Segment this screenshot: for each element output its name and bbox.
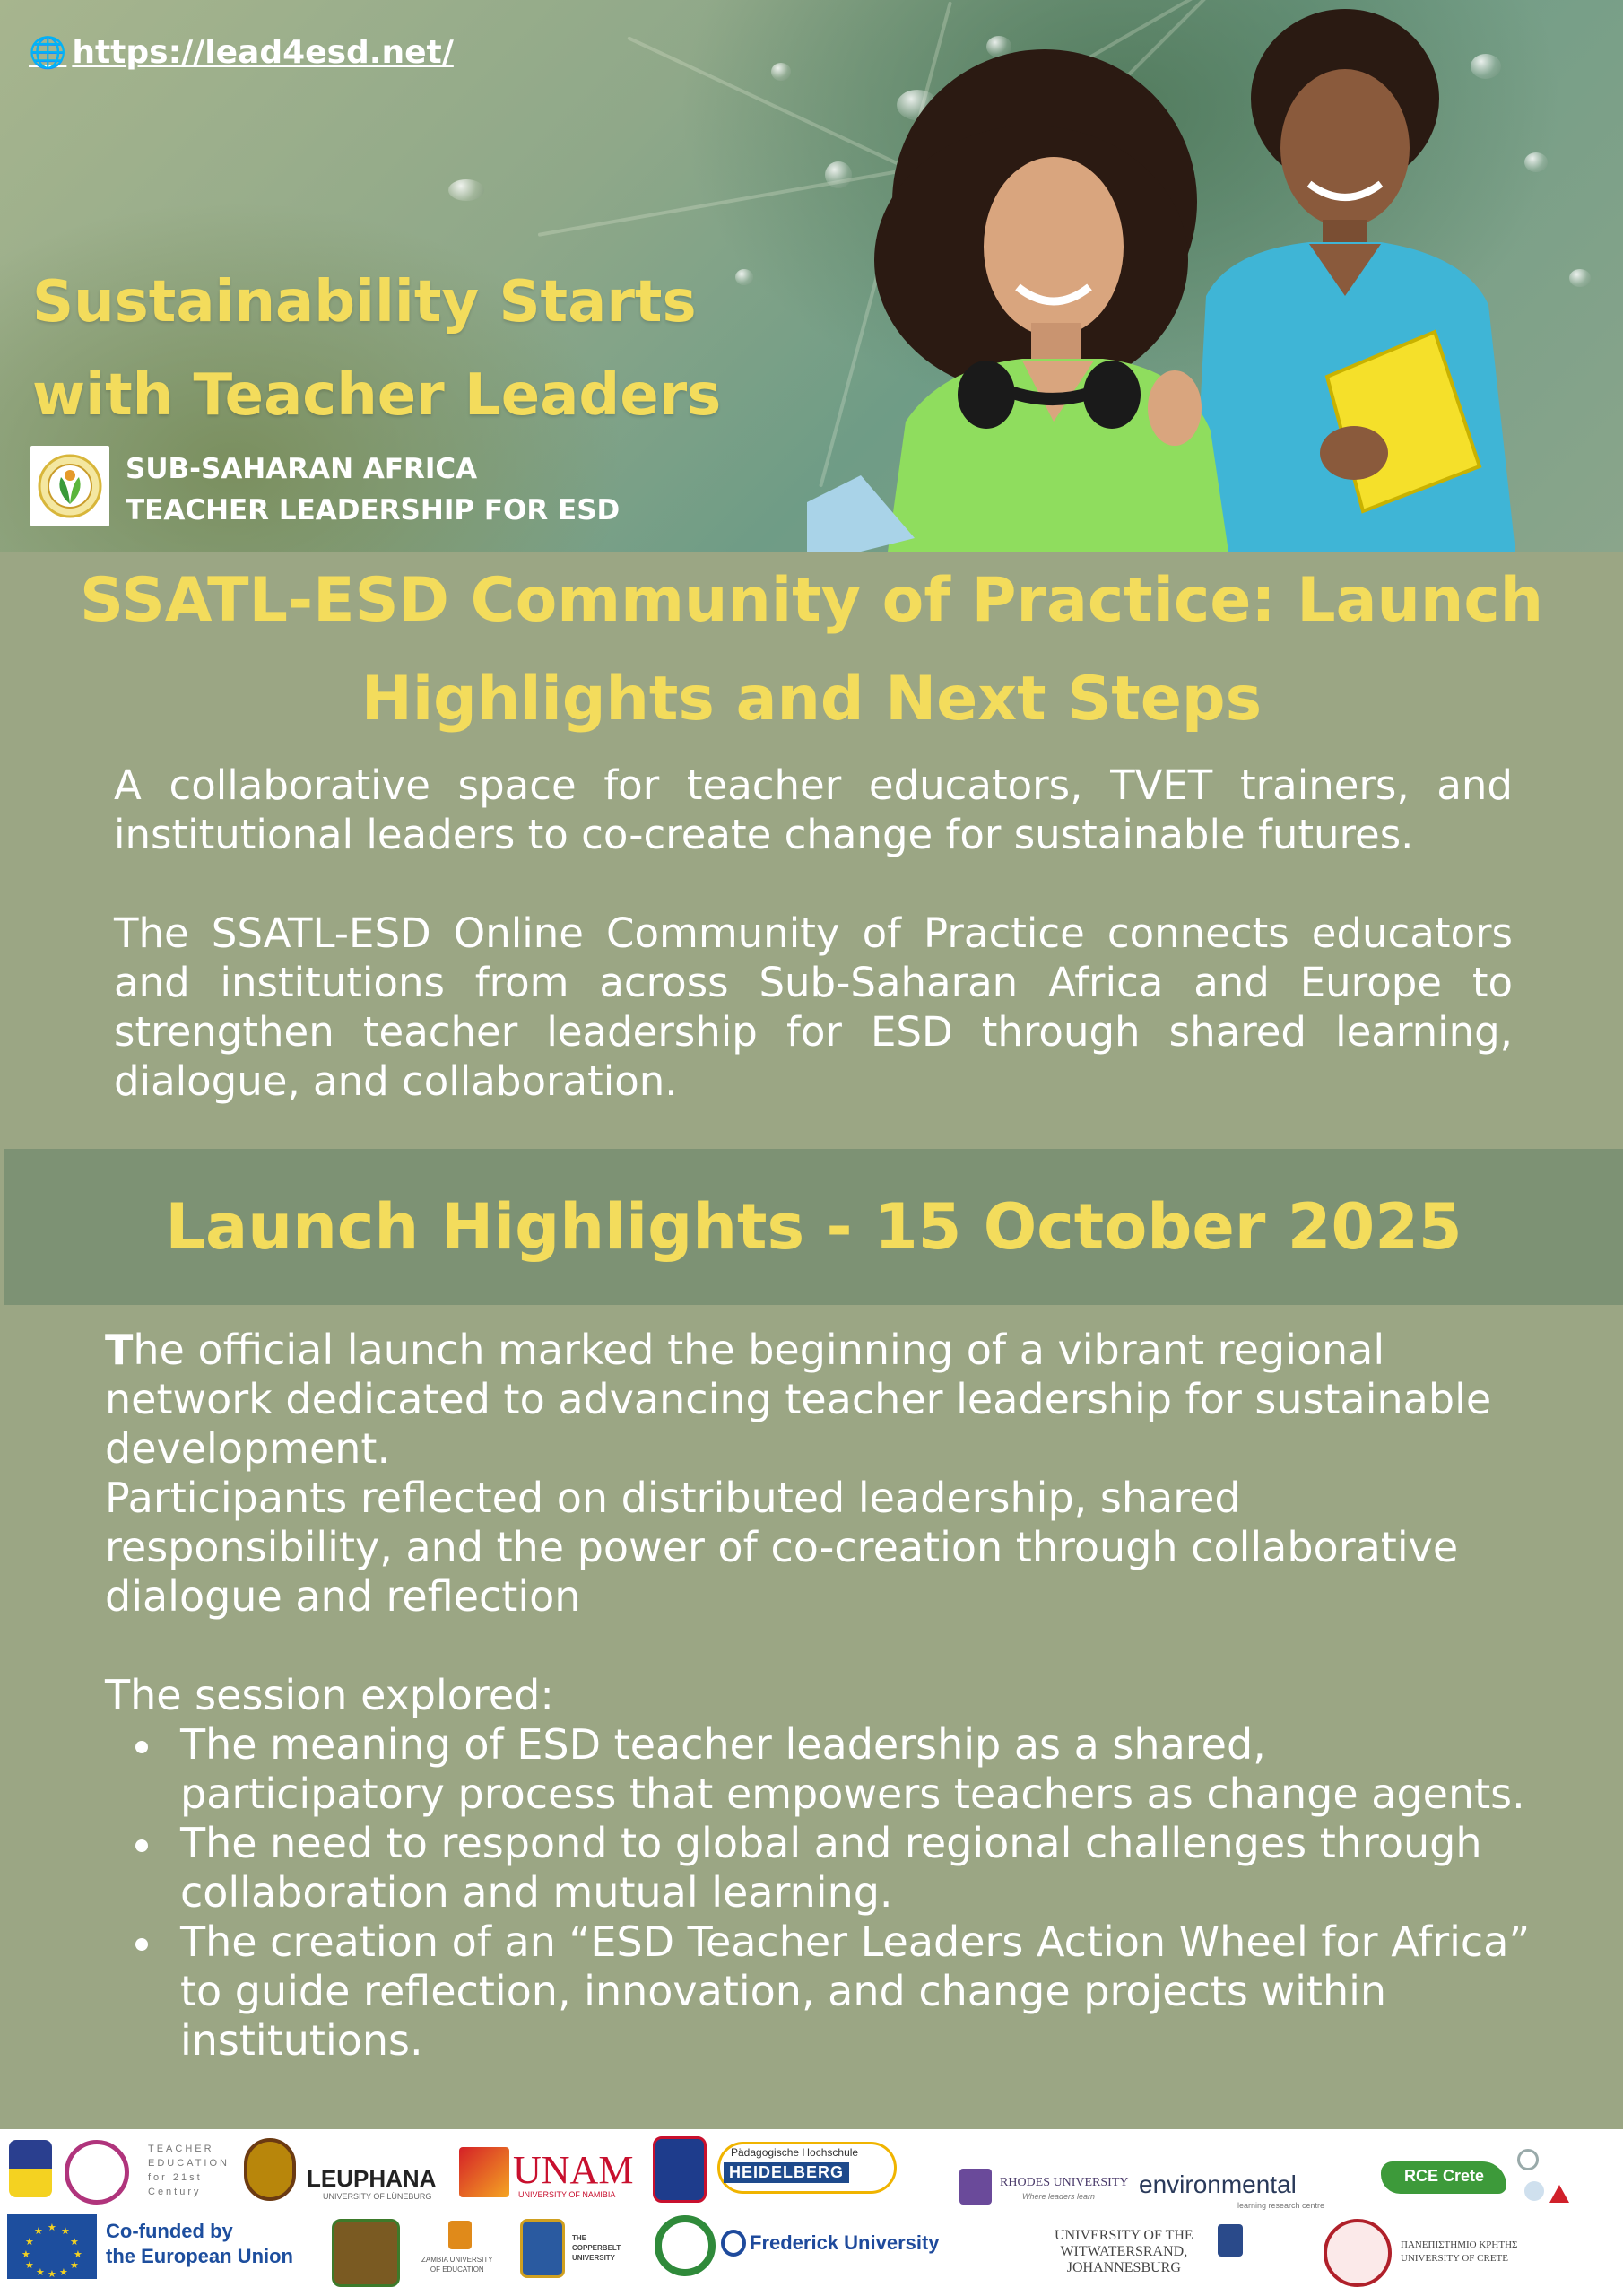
teacher-education-logo <box>148 2142 230 2199</box>
wits-line: WITWATERSRAND, <box>1060 2244 1188 2259</box>
copperbelt-line: COPPERBELT <box>572 2244 621 2252</box>
launch-highlights-heading: Launch Highlights - 15 October 2025 <box>165 1190 1462 1264</box>
unam-sun-emblem <box>459 2147 509 2197</box>
explored-intro: The session explored: <box>105 1671 554 1719</box>
shield-emblem-logo <box>9 2140 52 2197</box>
rhodes-subtitle: Where leaders learn <box>1022 2192 1096 2201</box>
page-title-line: SSATL-ESD Community of Practice: Launch <box>79 565 1544 636</box>
water-droplet <box>771 63 791 81</box>
crete-university-seal <box>1324 2219 1392 2287</box>
globe-icon: 🌐 <box>29 34 67 71</box>
spacer <box>105 1622 1540 1671</box>
crete-university-logo <box>1401 2239 1517 2266</box>
leuphana-subtitle: UNIVERSITY OF LÜNEBURG <box>323 2192 432 2201</box>
wits-line: JOHANNESBURG <box>1066 2260 1181 2275</box>
program-name-line: SUB-SAHARAN AFRICA <box>126 453 478 485</box>
rce-crete-logo <box>1381 2161 1506 2194</box>
teacher-education-line: Century <box>148 2187 202 2197</box>
zambia-line: OF EDUCATION <box>430 2266 484 2274</box>
network-logo-icon <box>1517 2149 1539 2170</box>
teacher-education-line: TEACHER <box>148 2144 214 2154</box>
environmental-logo: environmental <box>1139 2170 1297 2198</box>
hero-title-line: Sustainability Starts <box>32 269 697 335</box>
participants-paragraph: Participants reflected on distributed leadership, shared responsibility, and the power of co-creation through collaborative dialogue and reflection <box>105 1474 1459 1621</box>
intro-paragraph: A collaborative space for teacher educators, TVET trainers, and institutional leaders to co-create change for sustainable futures. <box>114 761 1513 858</box>
copperbelt-line: UNIVERSITY <box>572 2254 616 2262</box>
hero-banner <box>0 0 1623 552</box>
ssatl-logo-icon <box>36 452 104 520</box>
section-header-band <box>4 1149 1623 1305</box>
unam-logo: UNAM <box>513 2148 634 2192</box>
teacher-education-line: EDUCATION <box>148 2158 230 2169</box>
heidelberg-name: HEIDELBERG <box>724 2162 849 2183</box>
heidelberg-logo <box>717 2142 897 2194</box>
teacher-education-emblem <box>65 2140 129 2205</box>
website-url[interactable]: https://lead4esd.net/ <box>72 34 454 71</box>
program-name <box>126 448 620 531</box>
partner-logos-footer <box>0 2129 1623 2296</box>
program-name-line: TEACHER LEADERSHIP FOR ESD <box>126 494 621 526</box>
wits-logo <box>1055 2228 1193 2276</box>
university-crest <box>653 2136 707 2203</box>
website-link[interactable] <box>29 34 454 71</box>
hero-title <box>32 256 721 442</box>
students-photo <box>807 0 1623 552</box>
university-crest <box>332 2219 400 2287</box>
university-seal <box>655 2215 716 2276</box>
copperbelt-crest <box>520 2219 565 2278</box>
zambia-line: ZAMBIA UNIVERSITY <box>421 2256 493 2264</box>
list-item: The need to respond to global and regional challenges through collaboration and mutual learning. <box>105 1819 1540 1918</box>
unam-subtitle: UNIVERSITY OF NAMIBIA <box>518 2190 616 2199</box>
list-item: The creation of an “ESD Teacher Leaders Action Wheel for Africa” to guide reflection, innovation, and change projects within institutions. <box>105 1918 1540 2066</box>
university-logo-icon <box>1549 2185 1569 2203</box>
page-title <box>0 552 1623 749</box>
description-paragraph: The SSATL-ESD Online Community of Practice connects educators and institutions from across Sub-Saharan Africa and Europe to strengthen teacher leadership for ESD through shared learning, dialogue, and collaboration. <box>114 909 1513 1105</box>
wits-crest <box>1218 2224 1243 2257</box>
wits-line: UNIVERSITY OF THE <box>1055 2228 1193 2243</box>
copperbelt-line: THE <box>572 2234 586 2242</box>
rhodes-crest <box>959 2169 992 2205</box>
zambia-emblem <box>448 2221 472 2249</box>
crete-line: UNIVERSITY OF CRETE <box>1401 2253 1508 2264</box>
frederick-logo: Frederick University <box>750 2231 940 2254</box>
teacher-education-line: for 21st <box>148 2172 203 2183</box>
kenyan-university-emblem <box>244 2138 296 2201</box>
launch-body <box>105 1326 1540 2066</box>
copperbelt-logo <box>572 2233 621 2263</box>
leuphana-logo: LEUPHANA <box>307 2165 437 2192</box>
rce-crete-text: RCE Crete <box>1404 2167 1485 2185</box>
explored-list <box>105 1720 1540 2066</box>
list-item: The meaning of ESD teacher leadership as a shared, participatory process that empowers teachers as change agents. <box>105 1720 1540 1819</box>
water-droplet <box>735 269 753 285</box>
page-title-line: Highlights and Next Steps <box>360 664 1263 735</box>
student-right <box>1193 9 1515 552</box>
un-logo-icon <box>1524 2181 1544 2201</box>
drop-letter: T <box>105 1326 134 1374</box>
water-droplet <box>448 179 484 201</box>
crete-line: ΠΑΝΕΠΙΣΤΗΜΙΟ ΚΡΗΤΗΣ <box>1401 2239 1518 2250</box>
rhodes-logo: RHODES UNIVERSITY <box>1000 2176 1129 2189</box>
launch-paragraph-text: he official launch marked the beginning of a vibrant regional network dedicated to advancing teacher leadership for sustainable development. <box>105 1326 1492 1473</box>
hero-title-line: with Teacher Leaders <box>32 362 722 429</box>
student-left <box>807 49 1228 552</box>
zambia-education-logo <box>421 2255 493 2274</box>
environmental-subtitle: learning research centre <box>1237 2201 1325 2210</box>
launch-paragraph <box>105 1326 1540 1474</box>
eu-cofunding-text <box>106 2219 293 2269</box>
eu-text-line: the European Union <box>106 2245 293 2267</box>
ssatl-logo <box>30 446 109 526</box>
eu-text-line: Co-funded by <box>106 2220 233 2242</box>
eu-flag-icon: ★ ★ ★ ★ ★ ★ ★ ★ ★ ★ ★ ★ <box>7 2214 97 2279</box>
frederick-logo-icon <box>721 2230 746 2257</box>
heidelberg-top-text: Pädagogische Hochschule <box>731 2146 859 2159</box>
